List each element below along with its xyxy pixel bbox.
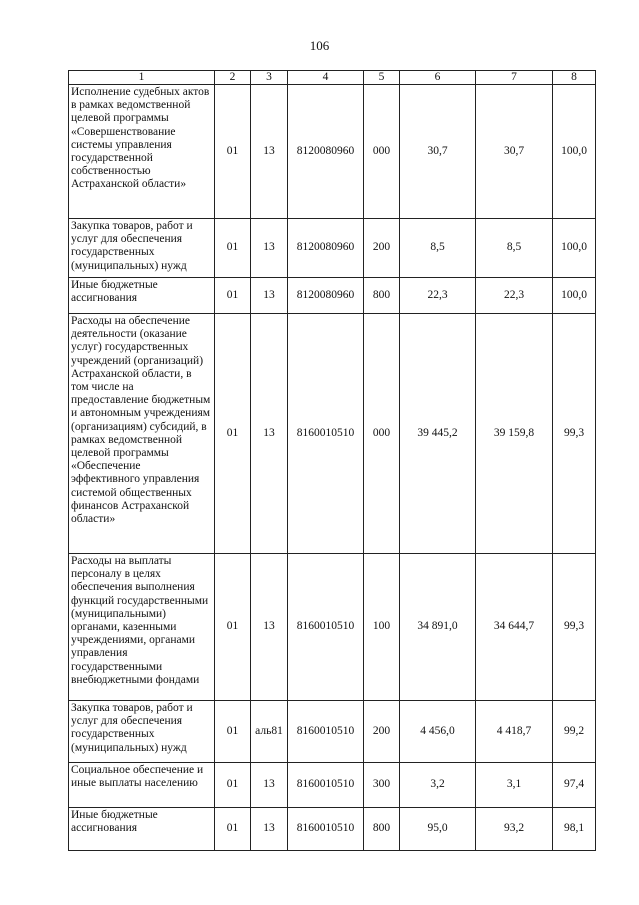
row-name: Расходы на обеспечение деятельности (оказание услуг) государственных учреждений (организаций) Астраханской области, в том числе на предоставление бюджетным и автономным учреждениям (организациям) субсидий, в рамках ведомственной целевой программы «Обеспечение эффективного управления системой общественных финансов Астраханской области» [69,314,215,554]
cell-subsection: 13 [251,808,288,851]
table-row [69,763,596,808]
cell-executed: 39 159,8 [476,314,553,554]
cell-percent: 98,1 [553,808,596,851]
cell-subsection: 13 [251,278,288,314]
row-name: Исполнение судебных актов в рамках ведомственной целевой программы «Совершенствование системы управления государственной собственностью Астраханской области» [69,85,215,219]
cell-planned: 3,2 [400,763,476,808]
cell-target-article: 8160010510 [288,763,364,808]
cell-target-article: 8120080960 [288,278,364,314]
table-row [69,85,596,219]
table-row [69,808,596,851]
table-row [69,278,596,314]
column-header: 4 [288,71,364,85]
cell-section: 01 [215,219,251,278]
cell-planned: 22,3 [400,278,476,314]
cell-expense-type: 000 [364,314,400,554]
cell-target-article: 8120080960 [288,219,364,278]
column-header: 6 [400,71,476,85]
cell-executed: 30,7 [476,85,553,219]
cell-subsection: аль81 [251,701,288,763]
page-number: 106 [309,38,330,53]
cell-planned: 4 456,0 [400,701,476,763]
cell-subsection: 13 [251,763,288,808]
cell-target-article: 8160010510 [288,554,364,701]
cell-section: 01 [215,701,251,763]
cell-executed: 22,3 [476,278,553,314]
row-name: Закупка товаров, работ и услуг для обеспечения государственных (муниципальных) нужд [69,219,215,278]
cell-section: 01 [215,554,251,701]
cell-percent: 99,3 [553,554,596,701]
cell-subsection: 13 [251,219,288,278]
cell-percent: 100,0 [553,219,596,278]
cell-expense-type: 300 [364,763,400,808]
cell-expense-type: 200 [364,701,400,763]
cell-percent: 99,3 [553,314,596,554]
cell-executed: 4 418,7 [476,701,553,763]
column-header: 3 [251,71,288,85]
cell-section: 01 [215,278,251,314]
cell-expense-type: 800 [364,808,400,851]
column-header: 1 [69,71,215,85]
row-name: Закупка товаров, работ и услуг для обеспечения государственных (муниципальных) нужд [69,701,215,763]
cell-planned: 34 891,0 [400,554,476,701]
cell-expense-type: 000 [364,85,400,219]
table-row [69,554,596,701]
cell-expense-type: 800 [364,278,400,314]
cell-executed: 93,2 [476,808,553,851]
row-name: Расходы на выплаты персоналу в целях обеспечения выполнения функций государственными (муниципальными) органами, казенными учреждениями, органами управления государственными внебюджетными фондами [69,554,215,701]
cell-planned: 95,0 [400,808,476,851]
column-header: 2 [215,71,251,85]
cell-target-article: 8160010510 [288,701,364,763]
table-header-row [69,71,596,85]
cell-section: 01 [215,85,251,219]
column-header: 5 [364,71,400,85]
table-row [69,314,596,554]
cell-percent: 100,0 [553,85,596,219]
cell-section: 01 [215,808,251,851]
cell-percent: 100,0 [553,278,596,314]
cell-executed: 8,5 [476,219,553,278]
cell-percent: 97,4 [553,763,596,808]
cell-expense-type: 100 [364,554,400,701]
row-name: Социальное обеспечение и иные выплаты населению [69,763,215,808]
budget-table [68,70,596,851]
cell-target-article: 8160010510 [288,808,364,851]
column-header: 7 [476,71,553,85]
cell-planned: 30,7 [400,85,476,219]
cell-target-article: 8160010510 [288,314,364,554]
row-name: Иные бюджетные ассигнования [69,278,215,314]
table-row [69,701,596,763]
cell-executed: 3,1 [476,763,553,808]
cell-section: 01 [215,314,251,554]
cell-subsection: 13 [251,554,288,701]
cell-target-article: 8120080960 [288,85,364,219]
cell-expense-type: 200 [364,219,400,278]
cell-subsection: 13 [251,314,288,554]
cell-section: 01 [215,763,251,808]
cell-executed: 34 644,7 [476,554,553,701]
column-header: 8 [553,71,596,85]
cell-planned: 8,5 [400,219,476,278]
cell-percent: 99,2 [553,701,596,763]
cell-subsection: 13 [251,85,288,219]
table-row [69,219,596,278]
cell-planned: 39 445,2 [400,314,476,554]
row-name: Иные бюджетные ассигнования [69,808,215,851]
